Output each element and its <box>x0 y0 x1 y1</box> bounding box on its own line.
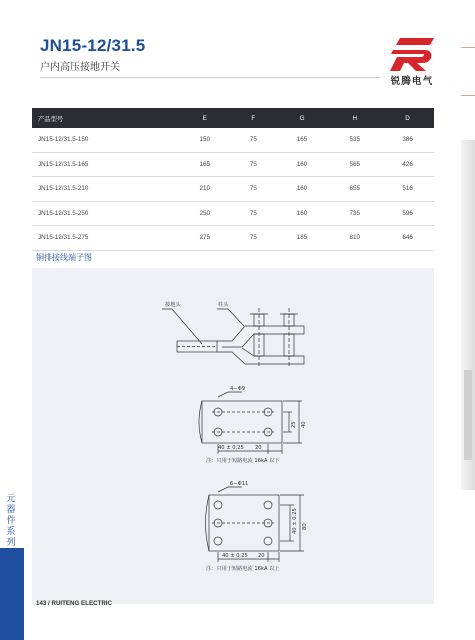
page-title: JN15-12/31.5 <box>40 36 146 55</box>
table-cell: 535 <box>328 128 381 152</box>
table-cell: 565 <box>328 152 381 177</box>
terminal-drawing <box>32 268 434 604</box>
table-cell: 75 <box>231 226 276 251</box>
label-hole-spec-bottom: 6−Φ11 <box>230 481 249 487</box>
section-title: 铜排接线端子图 <box>36 253 92 262</box>
label-dim-25-top: 25 <box>291 421 297 428</box>
label-hole-spec-top: 4−Φ9 <box>230 386 246 392</box>
table-cell: 210 <box>178 177 231 202</box>
label-dim-40-vert-top: 40 <box>301 421 307 428</box>
terminal-drawing-panel <box>32 268 434 604</box>
note-bottom: 注：只用于短路电流 16kA 以上 <box>206 566 280 572</box>
table-cell: 75 <box>231 152 276 177</box>
side-series-label: 元器件系列 <box>6 494 16 548</box>
label-dim-20-bottom: 20 <box>258 553 265 559</box>
page-footer: 143 / RUITENG ELECTRIC <box>36 600 112 607</box>
table-cell: 150 <box>178 128 231 152</box>
label-dim-40-top: 40 ± 0.25 <box>218 445 244 451</box>
table-cell: JN15-12/31.5-250 <box>32 201 178 226</box>
edge-mark <box>461 47 475 48</box>
table-cell: 75 <box>231 177 276 202</box>
table-header-row <box>32 108 434 128</box>
table-cell: 596 <box>381 201 434 226</box>
column-header: G <box>276 108 329 128</box>
column-header: D <box>381 108 434 128</box>
table-cell: 735 <box>328 201 381 226</box>
column-header: 产品型号 <box>32 108 178 128</box>
table-cell: 75 <box>231 128 276 152</box>
label-copper-bar: 接地头 <box>165 302 181 308</box>
side-accent-bar <box>0 548 24 640</box>
table-row <box>32 152 434 177</box>
table-cell: 646 <box>381 226 434 251</box>
table-row <box>32 226 434 251</box>
note-top: 注：只用于短路电流 16kA 以下 <box>206 458 280 464</box>
column-header: H <box>328 108 381 128</box>
label-dim-vert-bottom: 40 ± 0.25 <box>292 508 298 534</box>
edge-mark <box>461 95 475 96</box>
label-pillar: 柱头 <box>218 302 229 308</box>
page-edge-strip <box>461 140 475 490</box>
header-divider <box>40 77 380 78</box>
column-header: E <box>178 108 231 128</box>
column-header: F <box>231 108 276 128</box>
page-subtitle: 户内高压接地开关 <box>40 62 120 73</box>
table-cell: 386 <box>381 128 434 152</box>
table-cell: 810 <box>328 226 381 251</box>
label-dim-80-bottom: 80 <box>302 523 308 530</box>
logo-text: 锐腾电气 <box>390 76 434 87</box>
table-cell: 250 <box>178 201 231 226</box>
table-cell: 655 <box>328 177 381 202</box>
table-cell: JN15-12/31.5-275 <box>32 226 178 251</box>
table-cell: JN15-12/31.5-165 <box>32 152 178 177</box>
table-row <box>32 201 434 226</box>
table-cell: 75 <box>231 201 276 226</box>
spec-table <box>32 108 434 251</box>
table-cell: 160 <box>276 177 329 202</box>
table-cell: 165 <box>178 152 231 177</box>
table-cell: 275 <box>178 226 231 251</box>
table-cell: 426 <box>381 152 434 177</box>
table-row <box>32 177 434 202</box>
label-dim-40-bottom: 40 ± 0.25 <box>222 553 248 559</box>
label-dim-20-top: 20 <box>255 445 262 451</box>
table-cell: JN15-12/31.5-210 <box>32 177 178 202</box>
table-cell: 160 <box>276 201 329 226</box>
table-cell: 160 <box>276 152 329 177</box>
table-row <box>32 128 434 152</box>
table-cell: 185 <box>276 226 329 251</box>
table-cell: 516 <box>381 177 434 202</box>
table-cell: 165 <box>276 128 329 152</box>
table-cell: JN15-12/31.5-150 <box>32 128 178 152</box>
